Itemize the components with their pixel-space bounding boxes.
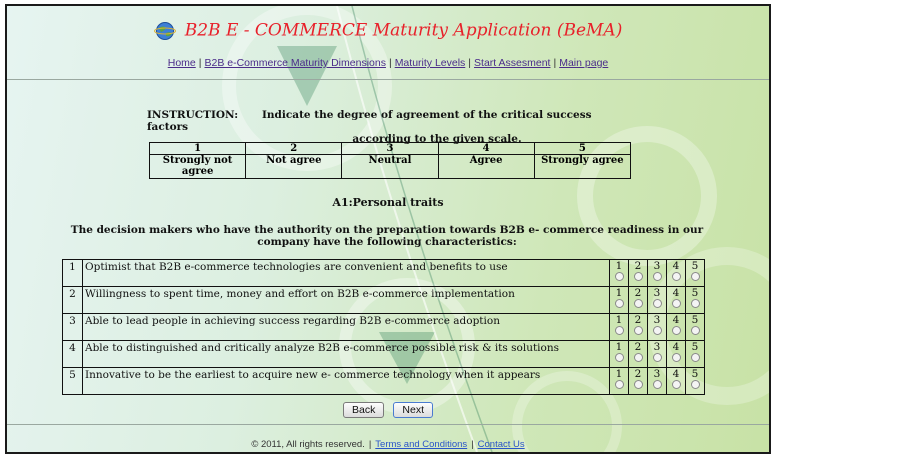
scale-label: Strongly not agree: [150, 155, 246, 179]
scale-label: Not agree: [246, 155, 342, 179]
section-description: The decision makers who have the authority on the preparation towards B2B e- commerce readiness in our company have the following characteristics:: [70, 224, 704, 248]
scale-label-row: [150, 155, 631, 179]
nav-separator: |: [468, 57, 472, 69]
question-number: 4: [63, 341, 83, 368]
footer: [7, 439, 769, 450]
rating-option-label: 3: [653, 341, 661, 353]
rating-option-cell: [610, 287, 629, 314]
rating-radio[interactable]: [615, 353, 624, 362]
rating-radio[interactable]: [615, 326, 624, 335]
rating-option-label: 3: [653, 314, 661, 326]
scale-label: Agree: [438, 155, 534, 179]
rating-option-cell: [648, 287, 667, 314]
agreement-scale-table: [149, 142, 631, 179]
rating-radio[interactable]: [615, 380, 624, 389]
question-text: Innovative to be the earliest to acquire new e- commerce technology when it appears: [83, 368, 610, 395]
globe-icon: [154, 21, 176, 41]
rating-option-cell: [667, 260, 686, 287]
scale-number: 1: [150, 143, 246, 155]
nav-home-link[interactable]: Home: [167, 57, 196, 69]
rating-option-label: 2: [634, 368, 642, 380]
question-row: [63, 314, 705, 341]
rating-option-cell: [686, 368, 705, 395]
rating-option-label: 5: [691, 368, 699, 380]
question-number: 2: [63, 287, 83, 314]
rating-option-cell: [648, 368, 667, 395]
scale-label: Neutral: [342, 155, 438, 179]
rating-option-label: 2: [634, 260, 642, 272]
header-divider: [7, 79, 769, 80]
rating-option-cell: [629, 341, 648, 368]
rating-option-cell: [629, 368, 648, 395]
title-row: [7, 20, 769, 41]
questions-table: [62, 259, 705, 395]
app-title: B2B E - COMMERCE Maturity Application (BeMA): [184, 20, 623, 41]
terms-link[interactable]: Terms and Conditions: [375, 439, 468, 450]
rating-radio[interactable]: [653, 299, 662, 308]
rating-option-cell: [667, 368, 686, 395]
rating-radio[interactable]: [634, 326, 643, 335]
rating-option-cell: [610, 260, 629, 287]
rating-radio[interactable]: [634, 380, 643, 389]
rating-radio[interactable]: [634, 353, 643, 362]
rating-radio[interactable]: [691, 272, 700, 281]
rating-radio[interactable]: [672, 272, 681, 281]
next-button[interactable]: Next: [393, 402, 433, 418]
question-number: 1: [63, 260, 83, 287]
rating-option-cell: [629, 314, 648, 341]
rating-option-label: 3: [653, 287, 661, 299]
rating-radio[interactable]: [653, 326, 662, 335]
back-button[interactable]: Back: [343, 402, 384, 418]
question-number: 5: [63, 368, 83, 395]
rating-option-label: 5: [691, 314, 699, 326]
copyright-text: © 2011, All rights reserved.: [251, 439, 365, 450]
question-row: [63, 287, 705, 314]
rating-option-cell: [610, 314, 629, 341]
rating-option-cell: [667, 314, 686, 341]
rating-radio[interactable]: [653, 272, 662, 281]
instruction: [147, 109, 627, 145]
rating-radio[interactable]: [672, 326, 681, 335]
rating-option-label: 4: [672, 368, 680, 380]
rating-option-label: 5: [691, 260, 699, 272]
rating-option-cell: [629, 260, 648, 287]
rating-option-label: 1: [615, 341, 623, 353]
question-text: Willingness to spent time, money and effort on B2B e-commerce implementation: [83, 287, 610, 314]
nav-maturity-levels-link[interactable]: Maturity Levels: [394, 57, 466, 69]
rating-option-label: 2: [634, 314, 642, 326]
question-number: 3: [63, 314, 83, 341]
rating-option-label: 5: [691, 341, 699, 353]
rating-radio[interactable]: [634, 299, 643, 308]
app-frame: [5, 4, 771, 454]
rating-option-label: 2: [634, 341, 642, 353]
nav-separator: |: [388, 57, 392, 69]
rating-option-cell: [648, 260, 667, 287]
rating-option-cell: [648, 341, 667, 368]
footer-divider: [7, 424, 769, 425]
rating-option-cell: [686, 341, 705, 368]
nav-start-assessment-link[interactable]: Start Assesment: [474, 57, 551, 69]
question-text: Optimist that B2B e-commerce technologies are convenient and benefits to use: [83, 260, 610, 287]
rating-option-label: 4: [672, 341, 680, 353]
rating-radio[interactable]: [615, 272, 624, 281]
rating-option-label: 4: [672, 260, 680, 272]
rating-option-cell: [667, 287, 686, 314]
nav-main-page-link[interactable]: Main page: [559, 57, 609, 69]
rating-radio[interactable]: [691, 380, 700, 389]
rating-radio[interactable]: [672, 380, 681, 389]
rating-option-cell: [610, 368, 629, 395]
footer-separator: |: [368, 439, 372, 450]
question-row: [63, 368, 705, 395]
rating-option-label: 1: [615, 260, 623, 272]
rating-radio[interactable]: [672, 353, 681, 362]
rating-option-label: 3: [653, 368, 661, 380]
rating-option-label: 1: [615, 287, 623, 299]
question-text: Able to lead people in achieving success regarding B2B e-commerce adoption: [83, 314, 610, 341]
rating-option-label: 1: [615, 314, 623, 326]
scale-number: 4: [438, 143, 534, 155]
instruction-line-1: Indicate the degree of agreement of the critical success factors: [147, 109, 592, 133]
section-title: A1:Personal traits: [332, 196, 444, 209]
rating-radio[interactable]: [691, 353, 700, 362]
rating-radio[interactable]: [615, 299, 624, 308]
rating-option-label: 1: [615, 368, 623, 380]
scale-label: Strongly agree: [534, 155, 630, 179]
nav-dimensions-link[interactable]: B2B e-Commerce Maturity Dimensions: [204, 57, 386, 69]
rating-option-cell: [686, 260, 705, 287]
rating-radio[interactable]: [653, 353, 662, 362]
rating-radio[interactable]: [653, 380, 662, 389]
rating-option-cell: [686, 287, 705, 314]
rating-option-cell: [629, 287, 648, 314]
footer-separator: |: [471, 439, 474, 450]
rating-radio[interactable]: [634, 272, 643, 281]
rating-radio[interactable]: [691, 326, 700, 335]
question-row: [63, 341, 705, 368]
nav-separator: |: [553, 57, 557, 69]
rating-option-cell: [610, 341, 629, 368]
contact-link[interactable]: Contact Us: [477, 439, 525, 450]
rating-option-cell: [667, 341, 686, 368]
question-row: [63, 260, 705, 287]
rating-option-label: 3: [653, 260, 661, 272]
instruction-line-2: according to the given scale.: [352, 133, 522, 145]
scale-number: 3: [342, 143, 438, 155]
nav-separator: |: [198, 57, 202, 69]
rating-option-cell: [648, 314, 667, 341]
rating-option-label: 5: [691, 287, 699, 299]
question-text: Able to distinguished and critically analyze B2B e-commerce possible risk & its solutions: [83, 341, 610, 368]
scale-number: 5: [534, 143, 630, 155]
rating-option-label: 2: [634, 287, 642, 299]
rating-option-label: 4: [672, 314, 680, 326]
rating-radio[interactable]: [691, 299, 700, 308]
top-nav: [7, 57, 769, 69]
rating-radio[interactable]: [672, 299, 681, 308]
scale-number-row: [150, 143, 631, 155]
instruction-label: INSTRUCTION:: [147, 109, 239, 121]
navigation-buttons: [7, 398, 769, 418]
scale-number: 2: [246, 143, 342, 155]
rating-option-label: 4: [672, 287, 680, 299]
rating-option-cell: [686, 314, 705, 341]
